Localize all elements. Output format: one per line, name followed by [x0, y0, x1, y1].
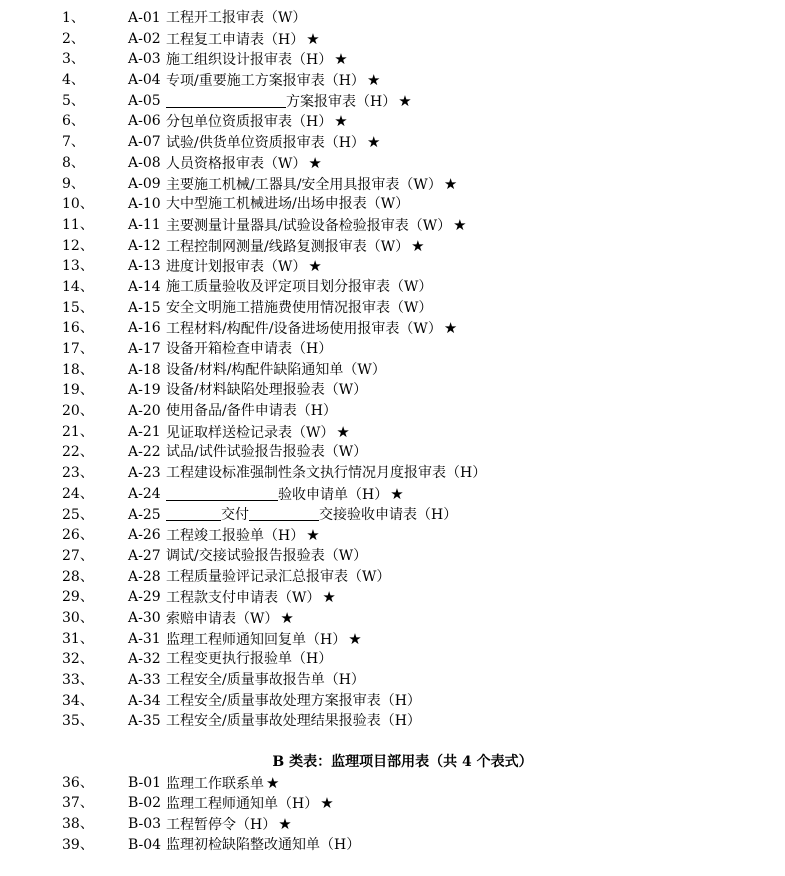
title-text: 设备开箱检查申请表（H） [166, 341, 333, 357]
title-text: 工程暂停令（H） [166, 817, 277, 834]
star-icon: ★ [453, 215, 467, 234]
form-title [166, 339, 332, 360]
form-code: A-17 [128, 341, 161, 357]
item-number: 14、 [62, 278, 94, 295]
star-icon: ★ [334, 112, 348, 131]
list-item [0, 773, 785, 794]
fill-in-blank [166, 506, 221, 521]
star-icon: ★ [443, 174, 458, 193]
form-code: A-32 [128, 651, 161, 668]
item-number: 19、 [62, 382, 94, 399]
title-text: 安全文明施工措施费使用情况报审表（W） [166, 299, 433, 316]
form-title [166, 442, 367, 463]
form-title [166, 835, 360, 856]
form-code: A-05 [128, 92, 161, 109]
form-code: A-24 [128, 485, 161, 502]
form-code: B-04 [128, 836, 162, 853]
form-title [166, 793, 334, 815]
list-item [0, 111, 785, 132]
form-title [166, 401, 337, 422]
list-item [0, 835, 785, 856]
title-text: 施工组织设计报审表（H） [166, 52, 333, 69]
title-text: 交接验收申请表（H） [319, 506, 458, 523]
star-icon: ★ [306, 526, 320, 545]
form-code: A-01 [128, 10, 161, 26]
star-icon: ★ [411, 236, 425, 255]
item-number: 22、 [62, 444, 94, 461]
list-item [0, 567, 785, 588]
list-item [0, 298, 785, 319]
fill-in-blank [166, 486, 278, 501]
item-number: 9、 [62, 175, 85, 192]
list-item [0, 360, 785, 381]
form-code: A-02 [128, 30, 161, 47]
form-title [166, 132, 380, 154]
title-text: 工程质量验评记录汇总报审表（W） [166, 568, 391, 585]
item-number: 3、 [62, 51, 85, 68]
form-title [166, 111, 348, 133]
form-title [166, 608, 294, 630]
form-code: A-35 [128, 713, 161, 730]
form-title [166, 773, 279, 795]
title-text: 工程安全/质量事故处理方案报审表（H） [166, 692, 421, 709]
title-text: 工程变更执行报验单（H） [166, 651, 333, 668]
title-text: 分包单位资质报审表（H） [166, 114, 333, 131]
title-text: 交付 [221, 506, 249, 523]
form-title [166, 505, 457, 526]
title-text: 监理工程师通知单（H） [166, 796, 319, 813]
item-number: 38、 [62, 816, 94, 833]
title-text: 监理工作联系单 [166, 775, 264, 792]
form-title [166, 153, 322, 175]
title-text: 使用备品/备件申请表（H） [166, 403, 337, 420]
item-number: 33、 [62, 672, 94, 688]
star-icon: ★ [308, 257, 322, 276]
b-form-list [0, 773, 785, 856]
form-title [166, 215, 467, 237]
form-title [166, 91, 412, 113]
list-item [0, 484, 785, 505]
item-number: 10、 [62, 196, 94, 213]
list-item [0, 711, 785, 732]
title-text: 监理初检缺陷整改通知单（H） [166, 836, 361, 853]
title-text: 设备/材料/构配件缺陷通知单（W） [166, 361, 386, 378]
item-number: 36、 [62, 774, 94, 791]
form-code: A-28 [128, 568, 161, 585]
form-title [166, 649, 332, 670]
star-icon: ★ [322, 588, 336, 607]
form-title [166, 29, 320, 51]
item-number: 1、 [62, 10, 85, 26]
item-number: 34、 [62, 692, 94, 709]
list-item [0, 649, 785, 670]
form-code: A-08 [128, 154, 161, 171]
item-number: 29、 [62, 589, 94, 606]
item-number: 26、 [62, 527, 94, 544]
item-number: 25、 [62, 506, 94, 523]
star-icon: ★ [366, 71, 381, 90]
form-title [166, 567, 390, 588]
form-title [166, 587, 336, 609]
list-item [0, 194, 785, 215]
title-text: 工程竣工报验单（H） [166, 528, 305, 545]
item-number: 28、 [62, 568, 94, 585]
title-text: 工程开工报审表（W） [166, 10, 307, 26]
list-item [0, 546, 785, 567]
title-text: 工程材料/构配件/设备进场使用报审表（W） [166, 321, 442, 338]
title-text: 见证取样送检记录表（W） [166, 424, 335, 441]
item-number: 24、 [62, 485, 94, 502]
form-title [166, 691, 421, 712]
item-number: 8、 [62, 154, 85, 171]
form-title [166, 814, 292, 836]
form-code: A-26 [128, 527, 161, 544]
list-item [0, 70, 785, 91]
form-code: A-12 [128, 237, 161, 254]
form-title [166, 256, 322, 278]
item-number: 18、 [62, 361, 94, 378]
form-code: A-19 [128, 382, 161, 399]
list-item [0, 174, 785, 195]
form-index-document [0, 8, 785, 856]
item-number: 2、 [62, 30, 85, 47]
item-number: 27、 [62, 547, 94, 564]
list-item [0, 401, 785, 422]
form-title [166, 670, 365, 691]
title-text: 索赔申请表（W） [166, 610, 279, 627]
title-text: 主要测量计量器具/试验设备检验报审表（W） [166, 217, 452, 234]
item-number: 31、 [62, 630, 94, 647]
form-code: B-03 [128, 816, 162, 833]
item-number: 23、 [62, 465, 94, 482]
list-item [0, 318, 785, 339]
list-item [0, 153, 785, 174]
list-item [0, 691, 785, 712]
list-item [0, 277, 785, 298]
item-number: 6、 [62, 113, 85, 130]
form-code: B-02 [128, 795, 162, 812]
title-text: 验收申请单（H） [278, 486, 389, 503]
form-title [166, 236, 425, 258]
star-icon: ★ [320, 794, 334, 813]
section-b-heading: B 类表：监理项目部用表（共 4 个表式） [272, 754, 533, 771]
form-code: A-29 [128, 589, 161, 606]
list-item [0, 587, 785, 608]
list-item [0, 91, 785, 112]
title-text: 大中型施工机械进场/出场申报表（W） [166, 196, 410, 213]
list-item [0, 236, 785, 257]
list-item [0, 670, 785, 691]
title-text: 设备/材料缺陷处理报验表（W） [166, 382, 368, 399]
item-number: 21、 [62, 423, 94, 440]
list-item [0, 339, 785, 360]
item-number: 37、 [62, 795, 94, 812]
title-text: 工程安全/质量事故处理结果报验表（H） [166, 713, 421, 730]
form-title [166, 298, 432, 319]
form-code: A-21 [128, 423, 161, 440]
list-item [0, 8, 785, 29]
item-number: 5、 [62, 92, 85, 109]
form-code: A-04 [128, 72, 161, 89]
form-title [166, 277, 432, 298]
list-item [0, 380, 785, 401]
form-title [166, 484, 404, 506]
form-title [166, 380, 367, 401]
form-title [166, 463, 486, 484]
a-form-list [0, 8, 785, 732]
star-icon: ★ [266, 773, 280, 792]
form-title [166, 546, 367, 567]
title-text: 工程建设标准强制性条文执行情况月度报审表（H） [166, 465, 487, 482]
star-icon: ★ [334, 50, 348, 69]
title-text: 施工质量验收及评定项目划分报审表（W） [166, 278, 433, 295]
title-text: 调试/交接试验报告报验表（W） [166, 547, 368, 564]
form-code: A-11 [128, 216, 161, 233]
form-code: A-34 [128, 692, 161, 709]
star-icon: ★ [306, 29, 320, 48]
list-item [0, 256, 785, 277]
form-code: A-18 [128, 361, 161, 378]
star-icon: ★ [443, 319, 458, 338]
form-code: A-10 [128, 196, 161, 213]
form-code: A-20 [128, 403, 161, 420]
star-icon: ★ [308, 153, 322, 172]
form-title [166, 49, 348, 71]
title-text: 进度计划报审表（W） [166, 259, 307, 276]
form-code: A-14 [128, 278, 161, 295]
item-number: 11、 [62, 216, 94, 233]
title-text: 工程控制网测量/线路复测报审表（W） [166, 238, 410, 255]
star-icon: ★ [366, 133, 381, 152]
form-code: A-27 [128, 547, 161, 564]
form-title [166, 629, 362, 651]
form-title [166, 711, 421, 732]
list-item [0, 442, 785, 463]
list-item [0, 215, 785, 236]
list-item [0, 505, 785, 526]
list-item [0, 608, 785, 629]
list-item [0, 463, 785, 484]
list-item [0, 629, 785, 650]
fill-in-blank [249, 506, 319, 521]
star-icon: ★ [398, 91, 412, 110]
form-code: A-23 [128, 465, 161, 482]
form-title [166, 70, 380, 92]
list-item [0, 422, 785, 443]
item-number: 20、 [62, 403, 94, 420]
list-item [0, 29, 785, 50]
star-icon: ★ [278, 815, 292, 834]
form-code: A-33 [128, 672, 161, 688]
form-code: A-06 [128, 113, 161, 130]
fill-in-blank [166, 93, 286, 108]
item-number: 17、 [62, 341, 94, 357]
form-title [166, 422, 350, 444]
title-text: 工程安全/质量事故报告单（H） [166, 672, 365, 688]
item-number: 30、 [62, 609, 94, 626]
list-item [0, 49, 785, 70]
item-number: 4、 [62, 72, 85, 89]
form-code: A-03 [128, 51, 161, 68]
item-number: 15、 [62, 299, 94, 316]
star-icon: ★ [280, 608, 294, 627]
form-code: A-30 [128, 609, 161, 626]
form-title [166, 318, 457, 340]
form-code: A-15 [128, 299, 161, 316]
form-code: A-25 [128, 506, 161, 523]
title-text: 方案报审表（H） [286, 93, 397, 110]
item-number: 13、 [62, 258, 94, 275]
list-item [0, 814, 785, 835]
list-item [0, 132, 785, 153]
form-title [166, 8, 306, 29]
form-code: A-31 [128, 630, 161, 647]
title-text: 工程款支付申请表（W） [166, 590, 321, 607]
form-title [166, 174, 457, 196]
item-number: 12、 [62, 237, 94, 254]
form-title [166, 360, 386, 381]
star-icon: ★ [390, 484, 404, 503]
form-title [166, 525, 320, 547]
item-number: 35、 [62, 713, 94, 730]
title-text: 主要施工机械/工器具/安全用具报审表（W） [166, 176, 442, 193]
form-code: A-07 [128, 134, 161, 151]
item-number: 7、 [62, 134, 85, 151]
title-text: 试品/试件试验报告报验表（W） [166, 444, 368, 461]
form-code: A-16 [128, 320, 161, 337]
item-number: 39、 [62, 836, 94, 853]
form-code: A-13 [128, 258, 161, 275]
title-text: 人员资格报审表（W） [166, 155, 307, 172]
title-text: 工程复工申请表（H） [166, 31, 305, 48]
star-icon: ★ [348, 629, 362, 648]
form-code: B-01 [128, 774, 162, 791]
item-number: 32、 [62, 651, 94, 668]
form-code: A-22 [128, 444, 161, 461]
list-item [0, 525, 785, 546]
title-text: 专项/重要施工方案报审表（H） [166, 73, 365, 90]
title-text: 监理工程师通知回复单（H） [166, 631, 347, 648]
list-item [0, 793, 785, 814]
star-icon: ★ [336, 422, 350, 441]
item-number: 16、 [62, 320, 94, 337]
form-title [166, 194, 409, 215]
title-text: 试验/供货单位资质报审表（H） [166, 135, 365, 152]
form-code: A-09 [128, 175, 161, 192]
